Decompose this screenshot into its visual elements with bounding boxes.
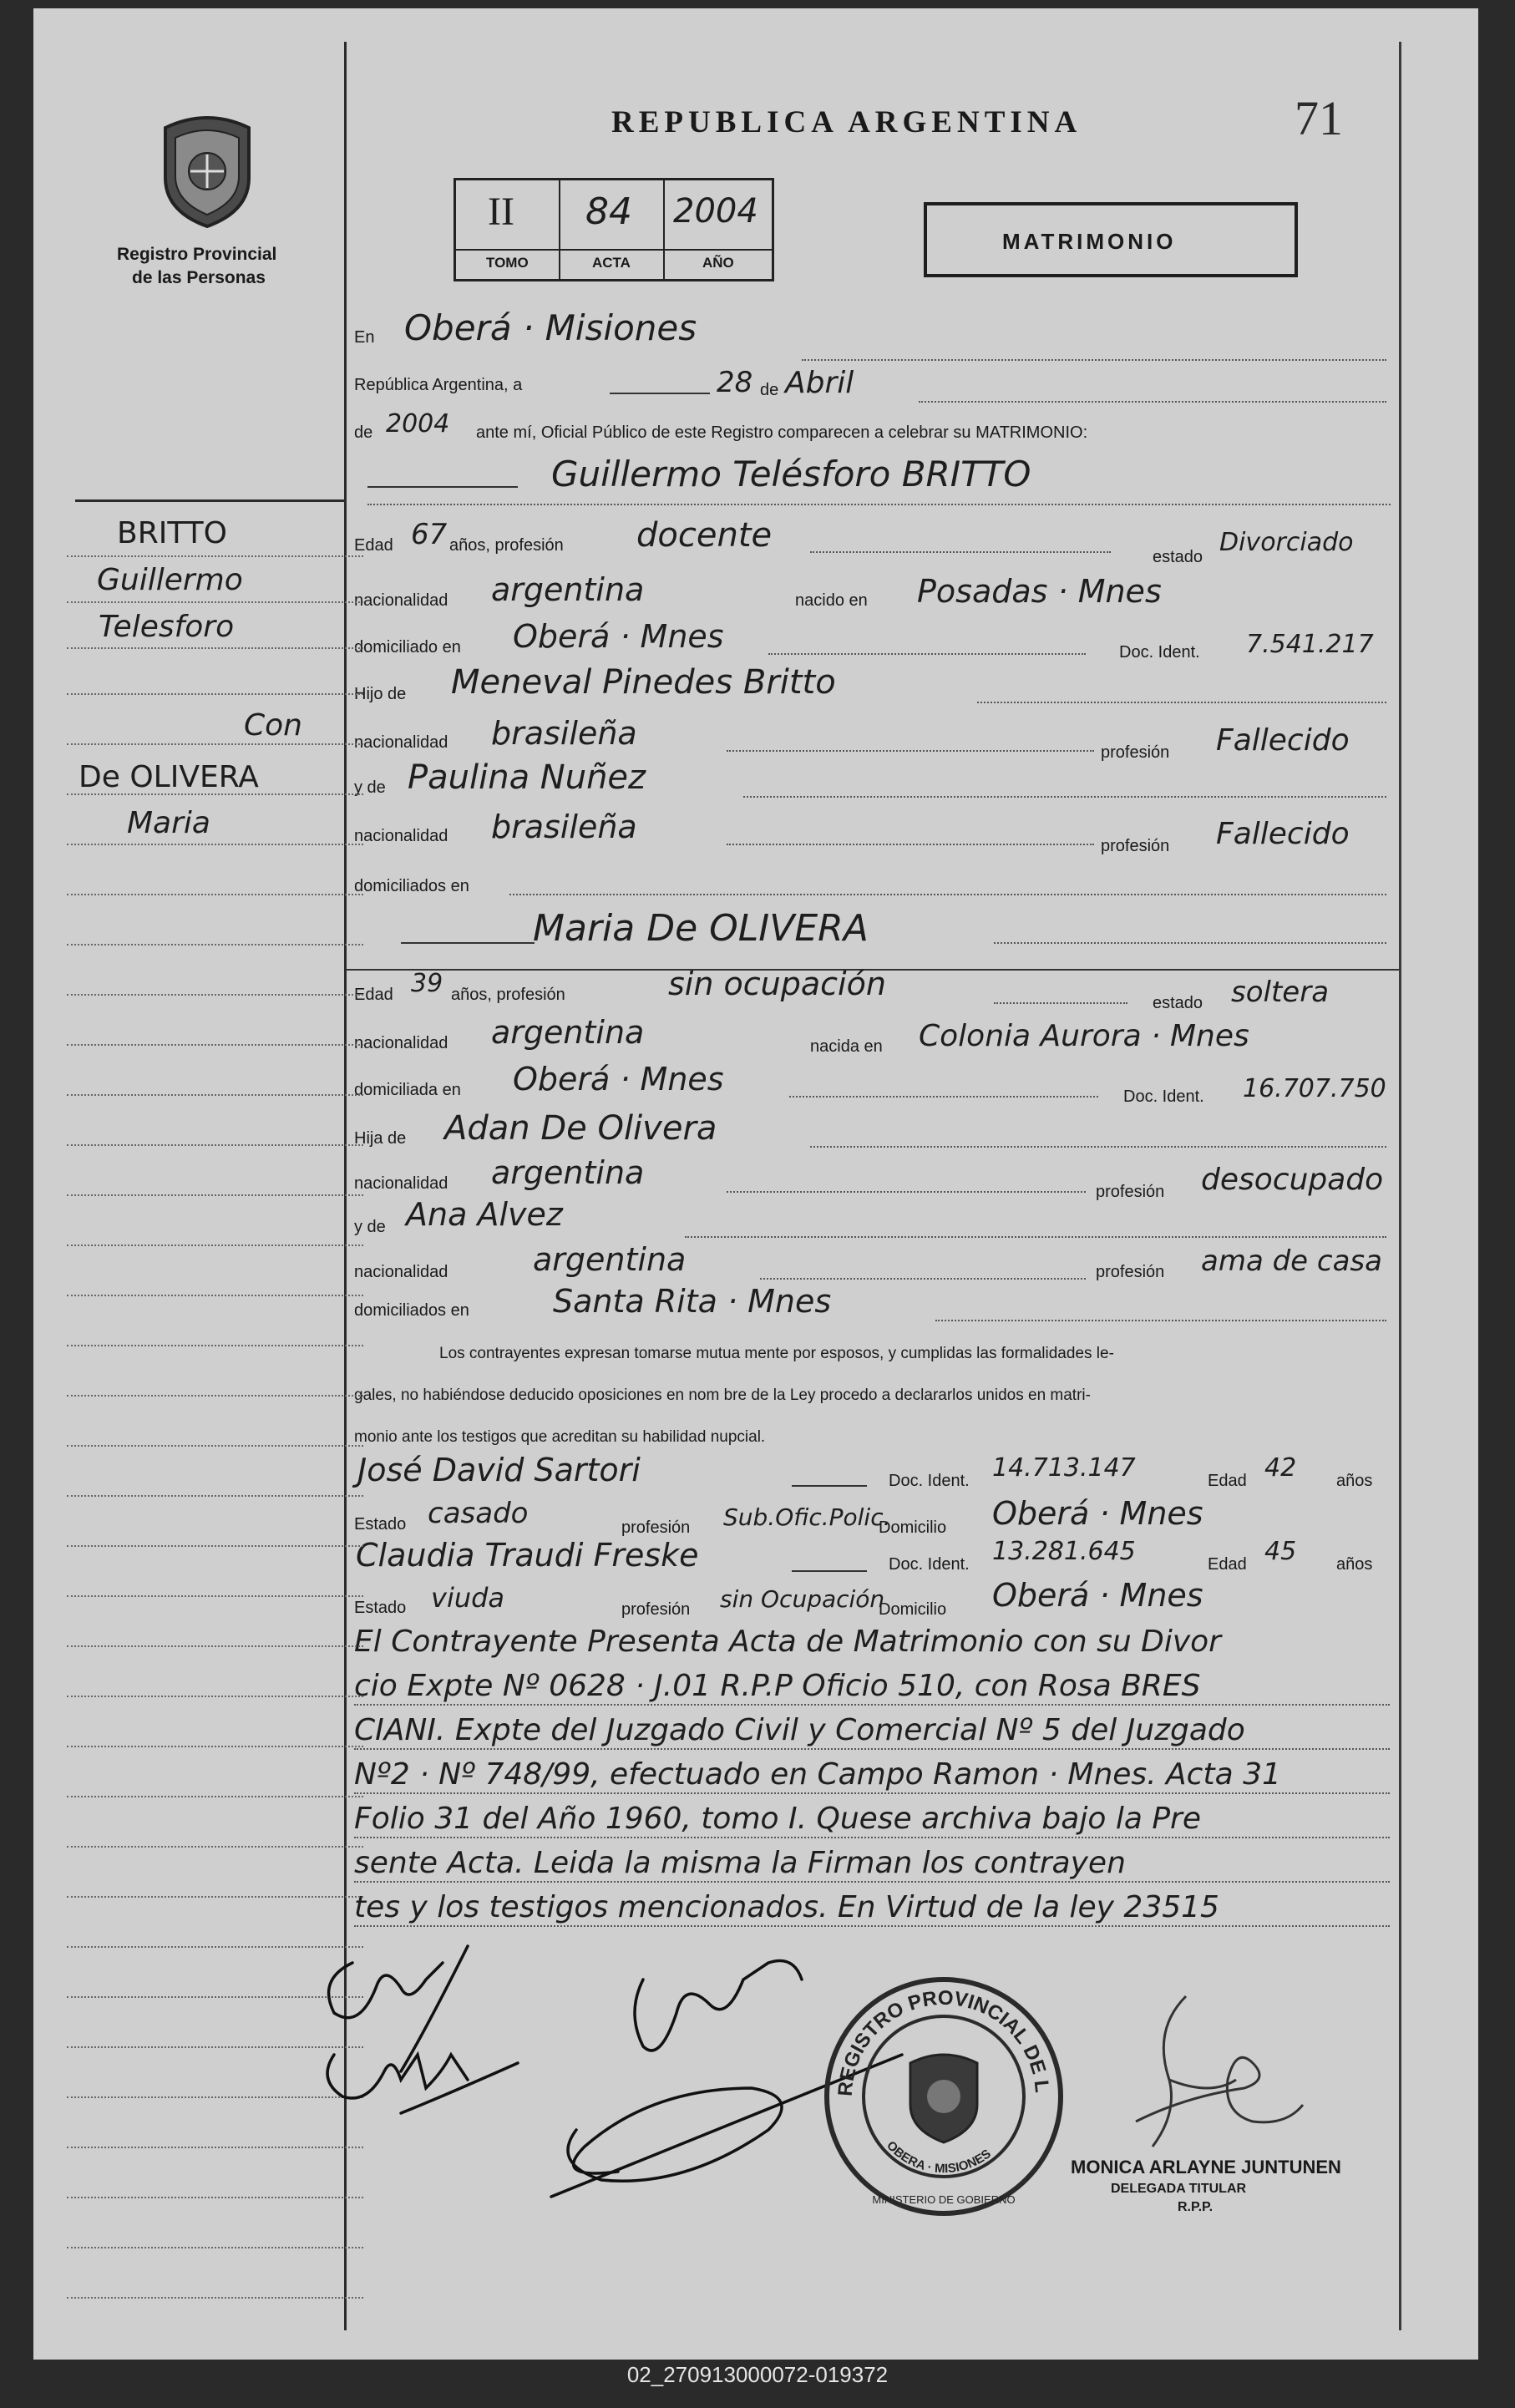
officer-signature bbox=[1086, 1980, 1336, 2163]
right-frame-line bbox=[1399, 42, 1401, 2330]
tomo-cell bbox=[456, 180, 560, 279]
witness2-name: Claudia Traudi Freske bbox=[356, 1537, 699, 1574]
margin-name: Telesforo bbox=[99, 610, 235, 644]
bride-nacida-label: nacida en bbox=[810, 1037, 883, 1056]
witness2-domicilio: Oberá · Mnes bbox=[992, 1577, 1203, 1614]
witness1-estado: casado bbox=[428, 1497, 529, 1530]
witness1-estado-label: Estado bbox=[354, 1515, 407, 1534]
margin-name: Guillermo bbox=[97, 563, 243, 597]
margin-name: De OLIVERA bbox=[79, 760, 259, 794]
bride-mother-nac: argentina bbox=[533, 1241, 687, 1278]
groom-domicilio: Oberá · Mnes bbox=[513, 618, 724, 655]
stamp-ring-text: REGISTRO PROVINCIAL DE L bbox=[834, 1986, 1054, 2097]
witness1-prof: Sub.Ofic.Polic. bbox=[723, 1503, 891, 1531]
bride-father-nac-label: nacionalidad bbox=[354, 1174, 448, 1193]
witness2-doc-label: Doc. Ident. bbox=[889, 1555, 970, 1574]
registry-name-line2: de las Personas bbox=[132, 268, 266, 287]
groom-nacido: Posadas · Mnes bbox=[917, 573, 1162, 610]
witness2-prof-label: profesión bbox=[621, 1600, 691, 1619]
bride-yde-label: y de bbox=[354, 1218, 386, 1236]
officer-name: MONICA ARLAYNE JUNTUNEN bbox=[1071, 2157, 1341, 2177]
record-type-label: MATRIMONIO bbox=[1002, 229, 1177, 254]
witness2-prof: sin Ocupación bbox=[720, 1585, 885, 1613]
witness1-anos-label: años bbox=[1336, 1472, 1373, 1490]
groom-mother-nac: brasileña bbox=[491, 809, 637, 845]
witness1-name: José David Sartori bbox=[357, 1452, 641, 1488]
en-label: En bbox=[354, 328, 375, 347]
bride-domiciliados-label: domiciliados en bbox=[354, 1301, 469, 1320]
bride-dom-label: domiciliada en bbox=[354, 1081, 461, 1099]
bride-nac-label: nacionalidad bbox=[354, 1034, 448, 1052]
tomo-value: II bbox=[488, 190, 514, 234]
officer-role: DELEGADA TITULAR bbox=[1111, 2182, 1247, 2196]
groom-hijo-label: Hijo de bbox=[354, 685, 407, 703]
note-line: tes y los testigos mencionados. En Virtud de la ley 23515 bbox=[354, 1890, 1219, 1924]
groom-nac-label: nacionalidad bbox=[354, 591, 448, 610]
witness2-dom-label: Domicilio bbox=[879, 1600, 947, 1619]
record-type-box bbox=[924, 202, 1298, 277]
witness1-doc: 14.713.147 bbox=[992, 1453, 1136, 1483]
witness2-edad: 45 bbox=[1264, 1537, 1297, 1566]
groom-father-prof: Fallecido bbox=[1216, 723, 1350, 758]
witness2-estado-label: Estado bbox=[354, 1599, 407, 1617]
groom-dom-label: domiciliado en bbox=[354, 638, 461, 656]
groom-doc: 7.541.217 bbox=[1246, 630, 1374, 659]
tomo-label: TOMO bbox=[486, 255, 529, 271]
acta-value: 84 bbox=[585, 190, 632, 233]
note-line: cio Expte Nº 0628 · J.01 R.P.P Oficio 510, con Rosa BRES bbox=[354, 1669, 1201, 1703]
footer-code: 02_270913000072-019372 bbox=[626, 2362, 889, 2387]
bride-father-prof: desocupado bbox=[1201, 1163, 1384, 1197]
bride-nac: argentina bbox=[491, 1014, 645, 1051]
official-stamp bbox=[818, 1971, 1069, 2222]
margin-name: BRITTO bbox=[117, 516, 228, 550]
bride-nacida: Colonia Aurora · Mnes bbox=[919, 1019, 1249, 1053]
day: 28 bbox=[717, 366, 753, 399]
formula-line3: monio ante los testigos que acreditan su habilidad nupcial. bbox=[354, 1428, 766, 1446]
year-prefix: de bbox=[354, 423, 373, 442]
witness1-edad: 42 bbox=[1264, 1453, 1297, 1483]
bride-mother-prof-label: profesión bbox=[1096, 1263, 1165, 1281]
groom-doc-label: Doc. Ident. bbox=[1119, 643, 1200, 662]
witness1-dom-label: Domicilio bbox=[879, 1518, 947, 1537]
groom-yde-label: y de bbox=[354, 778, 386, 797]
groom-mother-prof-label: profesión bbox=[1101, 837, 1170, 855]
bride-estado: soltera bbox=[1231, 976, 1330, 1009]
groom-father-prof-label: profesión bbox=[1101, 743, 1170, 762]
note-line: El Contrayente Presenta Acta de Matrimonio con su Divor bbox=[354, 1625, 1221, 1659]
stamp-bottom-text: OBERA · MISIONES bbox=[884, 2138, 994, 2177]
ante-text: ante mí, Oficial Público de este Registro comparecen a celebrar su MATRIMONIO: bbox=[476, 423, 1088, 442]
bride-doc: 16.707.750 bbox=[1243, 1074, 1386, 1103]
bride-father-nac: argentina bbox=[491, 1154, 645, 1191]
groom-full-name: Guillermo Telésforo BRITTO bbox=[551, 454, 1031, 494]
witness1-domicilio: Oberá · Mnes bbox=[992, 1495, 1203, 1532]
acta-label: ACTA bbox=[592, 255, 631, 271]
bride-mother: Ana Alvez bbox=[406, 1196, 563, 1233]
groom-father: Meneval Pinedes Britto bbox=[451, 663, 836, 702]
groom-domiciliados-label: domiciliados en bbox=[354, 877, 469, 895]
record-reference-box bbox=[453, 178, 774, 281]
bride-estado-label: estado bbox=[1153, 994, 1203, 1012]
bride-edad: 39 bbox=[411, 969, 443, 998]
witness2-estado: viuda bbox=[431, 1582, 505, 1614]
witness1-doc-label: Doc. Ident. bbox=[889, 1472, 970, 1490]
bride-father-prof-label: profesión bbox=[1096, 1183, 1165, 1201]
groom-anos-prof-label: años, profesión bbox=[449, 536, 564, 555]
witness2-doc: 13.281.645 bbox=[992, 1537, 1136, 1566]
groom-nac: argentina bbox=[491, 571, 645, 608]
bride-edad-label: Edad bbox=[354, 986, 393, 1004]
note-line: sente Acta. Leida la misma la Firman los contrayen bbox=[354, 1846, 1126, 1880]
republic-label: República Argentina, a bbox=[354, 376, 523, 394]
bride-domicilio: Oberá · Mnes bbox=[513, 1061, 724, 1098]
month: Abril bbox=[785, 366, 854, 400]
groom-nacido-label: nacido en bbox=[795, 591, 868, 610]
bride-domiciliados: Santa Rita · Mnes bbox=[553, 1283, 832, 1320]
bride-anos-prof-label: años, profesión bbox=[451, 986, 565, 1004]
margin-divider bbox=[75, 499, 344, 502]
bride-profesion: sin ocupación bbox=[668, 966, 886, 1002]
country-heading: REPUBLICA ARGENTINA bbox=[611, 105, 1082, 139]
acta-cell bbox=[560, 180, 665, 279]
margin-conj: Con bbox=[244, 708, 302, 743]
bride-mother-prof: ama de casa bbox=[1201, 1245, 1382, 1278]
ano-value: 2004 bbox=[673, 192, 758, 231]
bride-father: Adan De Olivera bbox=[444, 1109, 717, 1148]
year: 2004 bbox=[386, 409, 450, 439]
groom-estado-label: estado bbox=[1153, 548, 1203, 566]
witness1-prof-label: profesión bbox=[621, 1518, 691, 1537]
groom-edad: 67 bbox=[411, 518, 448, 551]
groom-mother-prof: Fallecido bbox=[1216, 817, 1350, 851]
groom-edad-label: Edad bbox=[354, 536, 393, 555]
certificate-page bbox=[33, 8, 1478, 2360]
bride-hija-label: Hija de bbox=[354, 1129, 407, 1148]
bride-mother-nac-label: nacionalidad bbox=[354, 1263, 448, 1281]
witness2-anos-label: años bbox=[1336, 1555, 1373, 1574]
witness2-edad-label: Edad bbox=[1208, 1555, 1247, 1574]
officer-org: R.P.P. bbox=[1178, 2200, 1214, 2214]
groom-father-nac-label: nacionalidad bbox=[354, 733, 448, 752]
note-line: Folio 31 del Año 1960, tomo I. Quese archiva bajo la Pre bbox=[354, 1802, 1201, 1836]
witness1-edad-label: Edad bbox=[1208, 1472, 1247, 1490]
groom-profesion: docente bbox=[636, 516, 773, 555]
note-line: Nº2 · Nº 748/99, efectuado en Campo Ramon · Mnes. Acta 31 bbox=[354, 1757, 1281, 1792]
registry-name-line1: Registro Provincial bbox=[117, 245, 277, 264]
place: Oberá · Misiones bbox=[404, 307, 697, 348]
stamp-ministry-text: MINISTERIO DE GOBIERNO bbox=[872, 2193, 1016, 2206]
groom-mother: Paulina Nuñez bbox=[408, 758, 646, 797]
formula-line1: Los contrayentes expresan tomarse mutua mente por esposos, y cumplidas las formalidades le- bbox=[439, 1345, 1114, 1362]
groom-mother-nac-label: nacionalidad bbox=[354, 827, 448, 845]
note-line: CIANI. Expte del Juzgado Civil y Comercial Nº 5 del Juzgado bbox=[354, 1713, 1245, 1747]
page-number: 71 bbox=[1295, 91, 1343, 145]
de-label: de bbox=[760, 381, 779, 399]
groom-father-nac: brasileña bbox=[491, 715, 637, 752]
ano-label: AÑO bbox=[702, 255, 734, 271]
margin-name: Maria bbox=[127, 806, 210, 840]
groom-estado: Divorciado bbox=[1219, 528, 1354, 557]
registry-emblem-icon bbox=[157, 113, 257, 230]
ano-cell bbox=[665, 180, 769, 279]
bride-full-name: Maria De OLIVERA bbox=[533, 907, 869, 950]
bride-doc-label: Doc. Ident. bbox=[1123, 1087, 1204, 1106]
formula-line2: gales, no habiéndose deducido oposiciones en nom bre de la Ley procedo a declararlos unidos en matri- bbox=[354, 1387, 1091, 1404]
